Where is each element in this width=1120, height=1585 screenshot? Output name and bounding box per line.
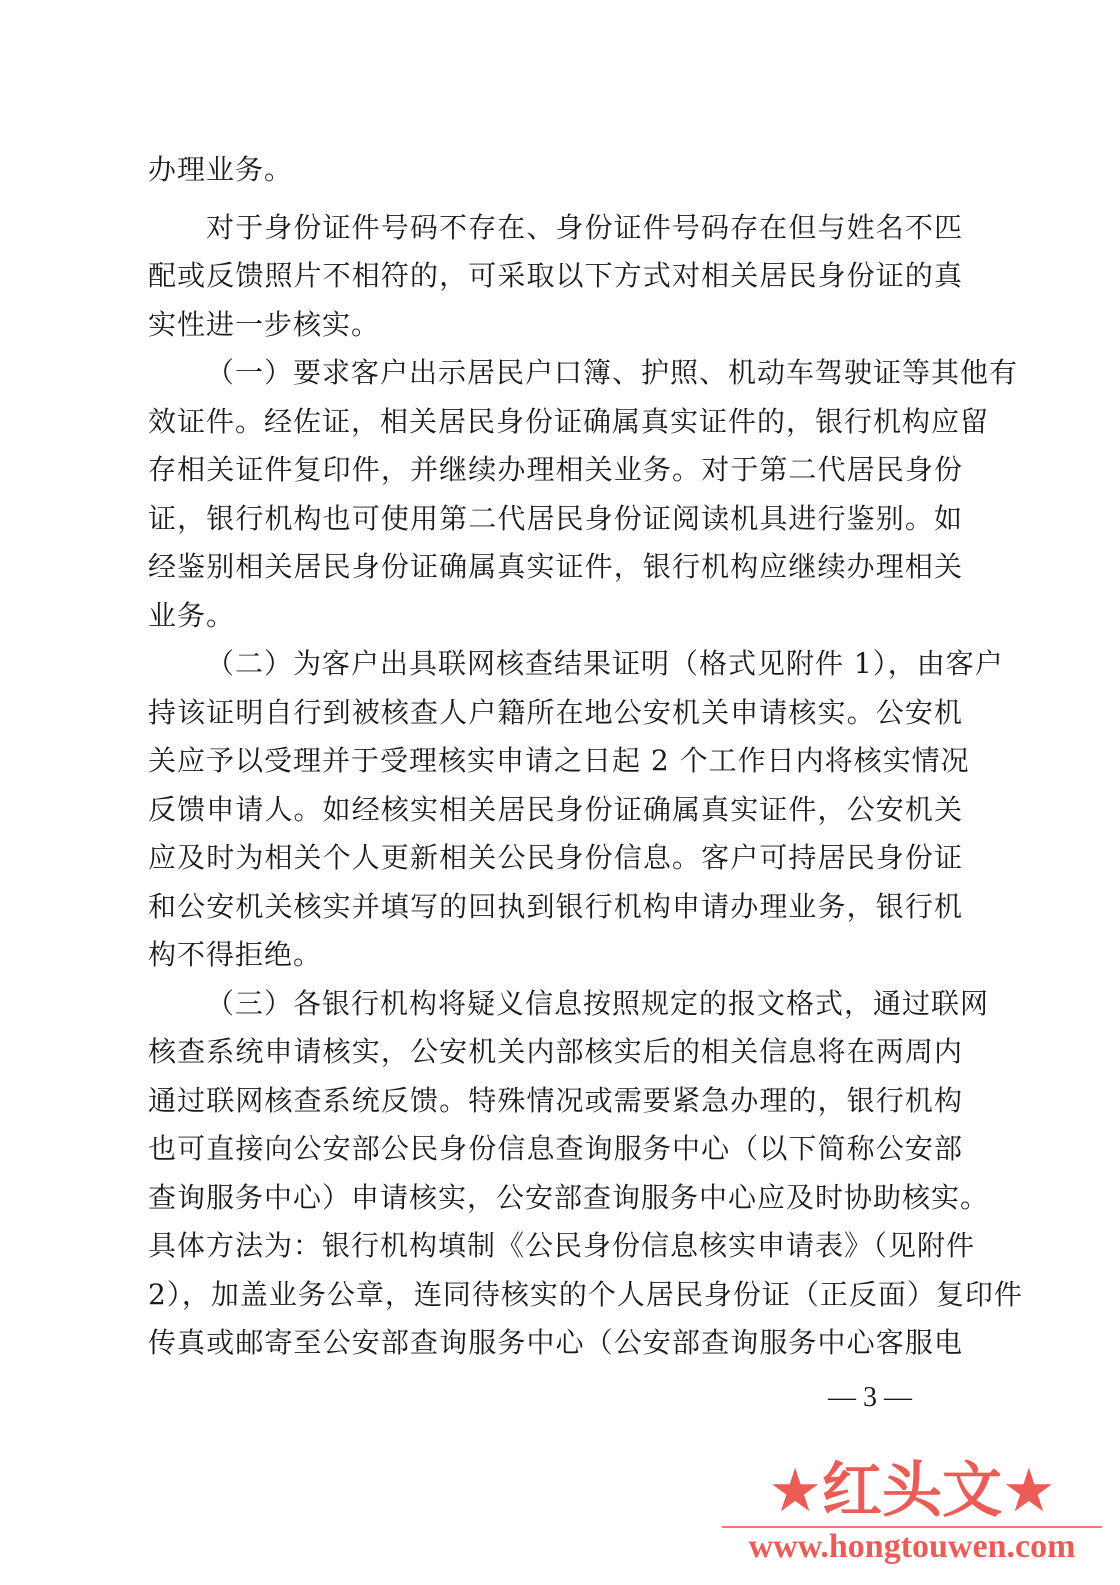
text-line: 关应予以受理并于受理核实申请之日起 2 个工作日内将核实情况	[148, 744, 970, 777]
text-line: （三）各银行机构将疑义信息按照规定的报文格式，通过联网	[206, 987, 990, 1020]
text-line: 证，银行机构也可使用第二代居民身份证阅读机具进行鉴别。如	[148, 502, 963, 535]
text-line: 存相关证件复印件，并继续办理相关业务。对于第二代居民身份	[148, 453, 963, 486]
text-line: 具体方法为：银行机构填制《公民身份信息核实申请表》（见附件	[148, 1229, 976, 1262]
text-line: 构不得拒绝。	[148, 938, 323, 971]
text-line: 传真或邮寄至公安部查询服务中心（公安部查询服务中心客服电	[148, 1326, 963, 1359]
text-line: 也可直接向公安部公民身份信息查询服务中心（以下简称公安部	[148, 1132, 963, 1165]
watermark-url: www.hongtouwen.com	[748, 1528, 1076, 1565]
text-line: 经鉴别相关居民身份证确属真实证件，银行机构应继续办理相关	[148, 550, 963, 583]
text-line: 2），加盖业务公章，连同待核实的个人居民身份证（正反面）复印件	[148, 1278, 1023, 1311]
text-line: 业务。	[148, 599, 236, 632]
watermark	[722, 1445, 1102, 1565]
text-line: 通过联网核查系统反馈。特殊情况或需要紧急办理的，银行机构	[148, 1084, 963, 1117]
text-line: 办理业务。	[148, 153, 294, 186]
watermark-logo	[722, 1445, 1102, 1565]
text-line: 持该证明自行到被核查人户籍所在地公安机关申请核实。公安机	[148, 696, 963, 729]
text-line: 核查系统申请核实，公安机关内部核实后的相关信息将在两周内	[148, 1035, 963, 1068]
page-number: — 3 —	[828, 1382, 912, 1413]
text-line: 配或反馈照片不相符的，可采取以下方式对相关居民身份证的真	[148, 259, 963, 292]
text-line: 查询服务中心）申请核实，公安部查询服务中心应及时协助核实。	[148, 1181, 990, 1214]
text-line: 效证件。经佐证，相关居民身份证确属真实证件的，银行机构应留	[148, 405, 990, 438]
text-line: （二）为客户出具联网核查结果证明（格式见附件 1），由客户	[206, 647, 1004, 680]
text-line: （一）要求客户出示居民户口簿、护照、机动车驾驶证等其他有	[206, 356, 1019, 389]
text-line: 应及时为相关个人更新相关公民身份信息。客户可持居民身份证	[148, 841, 963, 874]
text-line: 反馈申请人。如经核实相关居民身份证确属真实证件，公安机关	[148, 793, 963, 826]
text-line: 对于身份证件号码不存在、身份证件号码存在但与姓名不匹	[206, 211, 963, 244]
text-line: 实性进一步核实。	[148, 308, 381, 341]
text-line: 和公安机关核实并填写的回执到银行机构申请办理业务，银行机	[148, 890, 963, 923]
watermark-title: ★红头文★	[768, 1456, 1056, 1526]
